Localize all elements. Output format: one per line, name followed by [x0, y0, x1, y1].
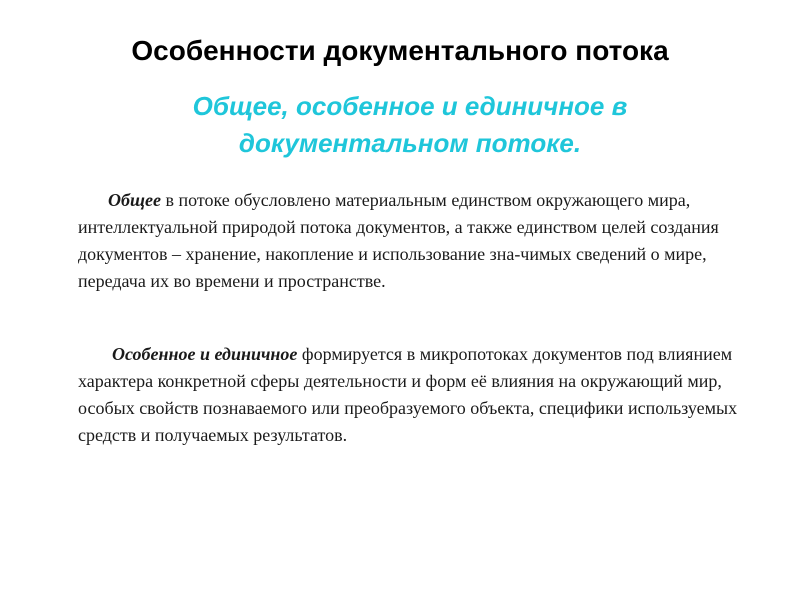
subtitle-line-2: документальном потоке. [238, 128, 582, 158]
paragraph-special [78, 341, 758, 449]
slide-title: Особенности документального потока [131, 35, 669, 66]
paragraph-special-text: формируется в микропотоках документов под влиянием характера конкретной сферы деятельности и форм её влияния на окружающий мир, особых свойств познаваемого или преобразуемого объекта, специфики используемых средств и получаемых результатов. [78, 344, 738, 445]
paragraph-general-lead: Общее [108, 190, 161, 210]
paragraph-general [78, 187, 758, 295]
paragraph-general-text: в потоке обусловлено материальным единством окружающего мира, интеллектуальной природой потока документов, а также единством целей создания документов – хранение, накопление и использование зна-чимых сведений о мире, передача их во времени и пространстве. [78, 190, 719, 291]
slide-subtitle [130, 88, 690, 162]
paragraph-special-lead: Особенное и единичное [112, 344, 298, 364]
subtitle-line-1: Общее, особенное и единичное в [192, 91, 628, 121]
